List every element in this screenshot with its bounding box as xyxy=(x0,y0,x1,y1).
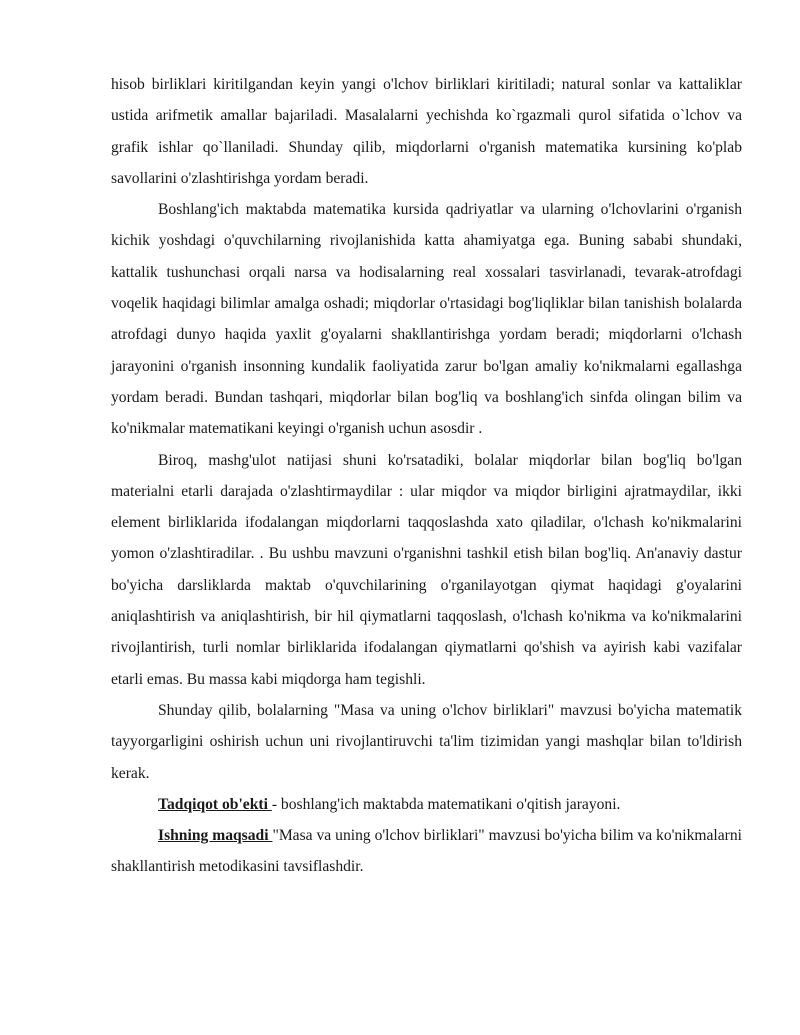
research-object-term: Tadqiqot ob'ekti xyxy=(158,795,268,813)
document-page xyxy=(111,69,742,883)
research-purpose-term: Ishning maqsadi xyxy=(158,827,269,845)
paragraph-continuation: hisob birliklari kiritilgandan keyin yangi o'lchov birliklari kiritiladi; natural sonlar va kattaliklar ustida arifmetik amallar bajariladi. Masalalarni yechishda ko`rgazmali qurol sifatida o`lchov va grafik ishlar qo`llaniladi. Shunday qilib, miqdorlarni o'rganish matematika kursining ko'plab savollarini o'zlashtirishga yordam beradi. xyxy=(111,76,742,187)
research-object-text: - boshlang'ich maktabda matematikani o'qitish jarayoni. xyxy=(271,795,621,813)
research-purpose xyxy=(111,820,742,883)
research-purpose-text: "Masa va uning o'lchov birliklari" mavzusi bo'yicha bilim va ko'nikmalarni shakllantirish metodikasini tavsiflashdir. xyxy=(111,827,742,876)
paragraph-importance: Boshlang'ich maktabda matematika kursida qadriyatlar va ularning o'lchovlarini o'rganish kichik yoshdagi o'quvchilarning rivojlanishida katta ahamiyatga ega. Buning sababi shundaki, kattalik tushunchasi orqali narsa va hodisalarning real xossalari tasvirlanadi, tevarak-atrofdagi voqelik haqidagi bilimlar amalga oshadi; miqdorlar o'rtasidagi bog'liqliklar bilan tanishish bolalarda atrofdagi dunyo haqida yaxlit g'oyalarni shakllantirishga yordam beradi; miqdorlarni o'lchash jarayonini o'rganish insonning kundalik faoliyatida zarur bo'lgan amaliy ko'nikmalarni egallashga yordam beradi. Bundan tashqari, miqdorlar bilan bog'liq va boshlang'ich sinfda olingan bilim va ko'nikmalar matematikani keyingi o'rganish uchun asosdir . xyxy=(111,201,742,438)
paragraph-conclusion: Shunday qilib, bolalarning "Masa va uning o'lchov birliklari" mavzusi bo'yicha matematik tayyorgarligini oshirish uchun uni rivojlantiruvchi ta'lim tizimidan yangi mashqlar bilan to'ldirish kerak. xyxy=(111,701,742,782)
paragraph-problems: Biroq, mashg'ulot natijasi shuni ko'rsatadiki, bolalar miqdorlar bilan bog'liq bo'lgan materialni etarli darajada o'zlashtirmaydilar : ular miqdor va miqdor birligini ajratmaydilar, ikki element birliklarida ifodalangan miqdorlarni taqqoslashda xato qiladilar, o'lchash ko'nikmalarini yomon o'zlashtiradilar. . Bu ushbu mavzuni o'rganishni tashkil etish bilan bog'liq. An'anaviy dastur bo'yicha darsliklarda maktab o'quvchilarining o'rganilayotgan qiymat haqidagi g'oyalarini aniqlashtirish va aniqlashtirish, bir hil qiymatlarni taqqoslash, o'lchash ko'nikma va ko'nikmalarini rivojlantirish, turli nomlar birliklarida ifodalangan qiymatlarni qo'shish va ayirish kabi vazifalar etarli emas. Bu massa kabi miqdorga ham tegishli. xyxy=(111,451,742,688)
research-object xyxy=(111,789,742,820)
